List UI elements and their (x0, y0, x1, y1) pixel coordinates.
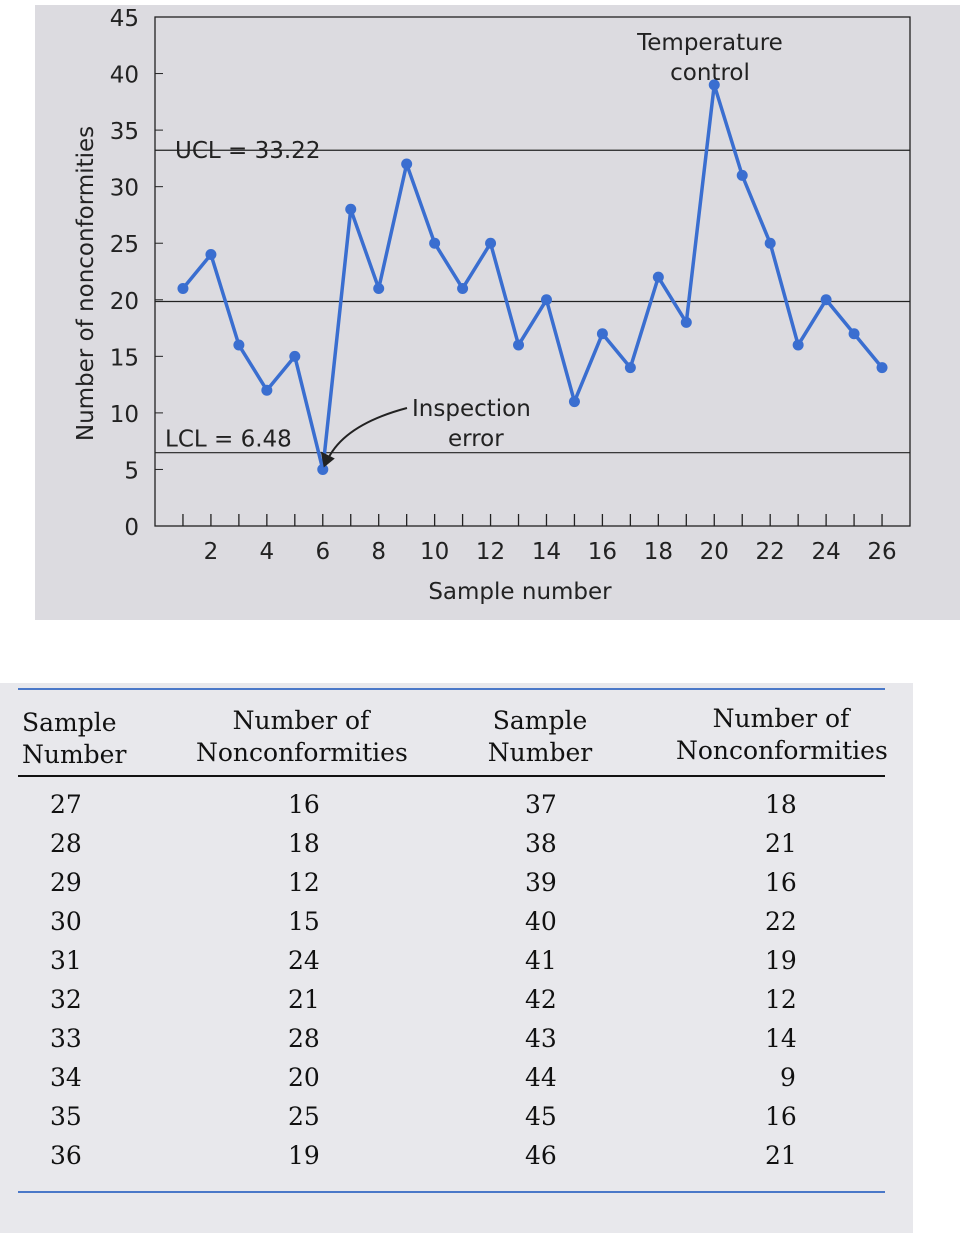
x-tick-label: 26 (867, 539, 897, 565)
y-tick-label: 5 (124, 458, 139, 485)
x-tick-label: 4 (259, 539, 275, 565)
y-tick-label: 20 (109, 288, 139, 315)
data-table (0, 683, 913, 1233)
table-cell-sample-2: 40 (525, 907, 557, 936)
table-cell-sample-1: 29 (50, 868, 82, 897)
table-cell-count-2: 14 (765, 1024, 797, 1053)
x-tick-label: 24 (811, 539, 841, 565)
table-cell-sample-1: 30 (50, 907, 82, 936)
table-cell-count-1: 28 (288, 1024, 320, 1053)
y-axis-title: Number of nonconformities (73, 125, 99, 442)
data-point (177, 283, 188, 294)
x-tick-label: 20 (699, 539, 729, 565)
annotation-arrow (327, 408, 407, 461)
data-point (513, 340, 524, 351)
table-cell-sample-1: 34 (50, 1063, 82, 1092)
y-tick-label: 15 (109, 345, 139, 372)
table-cell-sample-1: 27 (50, 790, 82, 819)
table-cell-count-1: 12 (288, 868, 320, 897)
table-cell-sample-2: 44 (525, 1063, 557, 1092)
table-cell-sample-2: 38 (525, 829, 557, 858)
table-cell-sample-2: 37 (525, 790, 557, 819)
data-point (597, 328, 608, 339)
header-sample-number-1: Sample Number (22, 708, 127, 769)
y-tick-label: 30 (109, 175, 139, 202)
table-cell-count-2: 16 (765, 868, 797, 897)
table-cell-sample-2: 43 (525, 1024, 557, 1053)
data-point (373, 283, 384, 294)
lcl-label: LCL = 6.48 (165, 426, 292, 453)
data-point (317, 464, 328, 475)
data-point (401, 159, 412, 170)
header-nonconformities-1: Number of Nonconformities (196, 706, 408, 767)
x-tick-label: 6 (315, 539, 331, 565)
table-cell-count-1: 15 (288, 907, 320, 936)
data-point (541, 294, 552, 305)
y-tick-label: 10 (109, 401, 139, 428)
data-point (653, 272, 664, 283)
table-cell-count-2: 12 (765, 985, 797, 1014)
table-cell-count-2: 9 (780, 1063, 796, 1092)
header-rule (18, 775, 885, 777)
table-bottom-rule (18, 1191, 885, 1193)
table-cell-count-1: 21 (288, 985, 320, 1014)
table-cell-count-2: 18 (765, 790, 797, 819)
table-cell-count-1: 24 (288, 946, 320, 975)
header-sample-number-2: Sample Number (487, 706, 593, 767)
control-chart (35, 5, 960, 620)
data-point (877, 362, 888, 373)
x-tick-label: 18 (643, 539, 673, 565)
table-cell-sample-1: 28 (50, 829, 82, 858)
annotation-inspection-line2: error (448, 426, 504, 452)
control-chart-panel (35, 5, 960, 620)
table-cell-sample-1: 36 (50, 1141, 82, 1170)
x-tick-label: 2 (203, 539, 219, 565)
table-cell-sample-2: 39 (525, 868, 557, 897)
annotation-temperature-line1: Temperature (637, 30, 783, 56)
table-cell-count-1: 19 (288, 1141, 320, 1170)
x-tick-label: 10 (419, 539, 450, 565)
data-point (457, 283, 468, 294)
x-tick-label: 22 (755, 539, 785, 565)
data-point (737, 170, 748, 181)
data-point (289, 351, 300, 362)
table-cell-sample-1: 33 (50, 1024, 82, 1053)
data-point (429, 238, 440, 249)
data-point (261, 385, 272, 396)
table-cell-count-2: 21 (765, 1141, 797, 1170)
data-point (233, 340, 244, 351)
table-cell-count-2: 19 (765, 946, 797, 975)
table-cell-sample-1: 35 (50, 1102, 82, 1131)
table-cell-count-1: 25 (288, 1102, 320, 1131)
data-point (793, 340, 804, 351)
y-tick-label: 25 (109, 232, 139, 259)
data-point (205, 249, 216, 260)
table-top-rule (18, 688, 885, 690)
x-axis-title: Sample number (428, 579, 612, 605)
y-tick-label: 0 (124, 515, 139, 541)
data-point (821, 294, 832, 305)
y-tick-label: 40 (109, 62, 139, 89)
y-tick-label: 45 (109, 6, 139, 32)
table-cell-count-2: 16 (765, 1102, 797, 1131)
annotation-inspection-line1: Inspection (412, 396, 531, 422)
table-cell-sample-2: 42 (525, 985, 557, 1014)
data-point (569, 396, 580, 407)
x-tick-label: 16 (587, 539, 618, 565)
x-tick-label: 8 (371, 539, 387, 565)
table-cell-sample-2: 45 (525, 1102, 557, 1131)
table-cell-sample-1: 31 (50, 946, 82, 975)
annotation-temperature-line2: control (670, 60, 750, 86)
table-cell-count-2: 22 (765, 907, 797, 936)
data-point (765, 238, 776, 249)
table-cell-count-1: 20 (288, 1063, 320, 1092)
data-point (485, 238, 496, 249)
x-tick-label: 12 (475, 539, 506, 565)
data-point (625, 362, 636, 373)
header-nonconformities-2: Number of Nonconformities (676, 704, 888, 765)
table-cell-count-1: 18 (288, 829, 320, 858)
y-tick-label: 35 (109, 119, 139, 146)
data-point (681, 317, 692, 328)
table-cell-sample-1: 32 (50, 985, 82, 1014)
ucl-label: UCL = 33.22 (175, 138, 321, 165)
data-point (345, 204, 356, 215)
x-tick-label: 14 (531, 539, 562, 565)
table-cell-count-2: 21 (765, 829, 797, 858)
data-point (849, 328, 860, 339)
table-cell-sample-2: 46 (525, 1141, 557, 1170)
table-cell-sample-2: 41 (525, 946, 557, 975)
table-cell-count-1: 16 (288, 790, 320, 819)
